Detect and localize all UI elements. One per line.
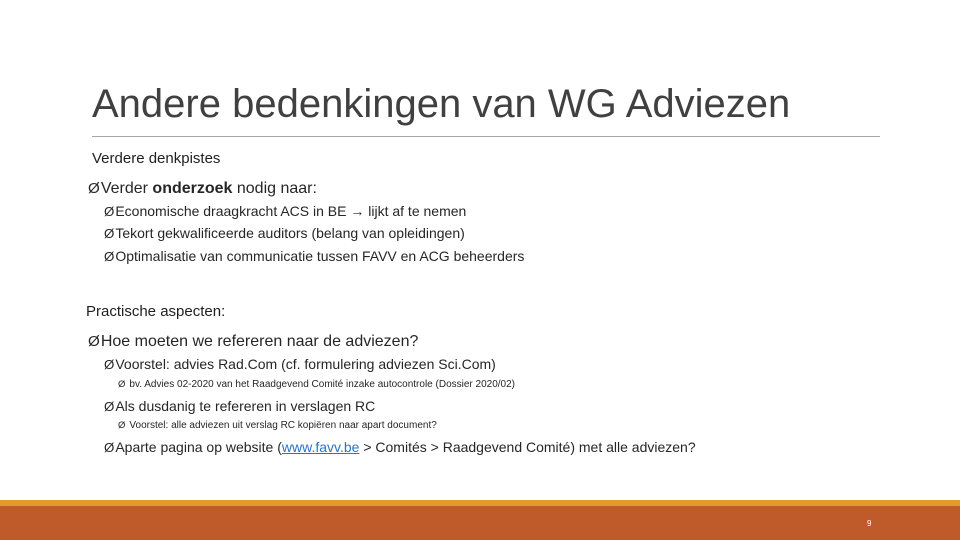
- proposal-item: [104, 356, 496, 372]
- separate-page-text-pre: Aparte pagina op website (: [115, 439, 282, 455]
- bullet-arrow-icon: Ø: [104, 399, 115, 414]
- bullet-arrow-icon: Ø: [104, 226, 115, 241]
- bullet-arrow-icon: Ø: [88, 180, 100, 197]
- bullet-research-text-pre: Verder: [100, 180, 153, 197]
- bullet-research-keyword: onderzoek: [152, 180, 233, 197]
- proposal-example-text: bv. Advies 02-2020 van het Raadgevend Comité inzake autocontrole (Dossier 2020/02): [129, 379, 515, 390]
- research-item-economy: [104, 203, 466, 219]
- slide-title: Andere bedenkingen van WG Adviezen: [92, 82, 791, 126]
- bullet-arrow-icon: Ø: [104, 440, 115, 455]
- refer-reports-text: Als dusdanig te refereren in verslagen RC: [115, 398, 376, 414]
- separate-page-item: [104, 439, 696, 455]
- right-arrow-icon: →: [350, 203, 365, 219]
- proposal-example: [118, 379, 515, 390]
- research-item-economy-text: Economische draagkracht ACS in BE: [115, 203, 351, 219]
- bullet-arrow-icon: Ø: [104, 357, 115, 372]
- refer-reports-sub: [118, 420, 437, 431]
- footer-bar: [0, 506, 960, 540]
- title-divider: [92, 136, 880, 137]
- bullet-refer-text: Hoe moeten we refereren naar de adviezen?: [100, 333, 419, 350]
- research-item-communication-text: Optimalisatie van communicatie tussen FAVV en ACG beheerders: [115, 248, 525, 264]
- bullet-arrow-icon: Ø: [104, 204, 115, 219]
- section-heading-denkpistes: Verdere denkpistes: [92, 150, 221, 167]
- bullet-arrow-icon: Ø: [88, 333, 100, 350]
- research-item-auditors: [104, 225, 465, 241]
- page-number: 9: [867, 519, 872, 528]
- separate-page-text-post: > Comités > Raadgevend Comité) met alle adviezen?: [359, 439, 696, 455]
- bullet-research-text-post: nodig naar:: [232, 180, 317, 197]
- research-item-auditors-text: Tekort gekwalificeerde auditors (belang van opleidingen): [115, 225, 465, 241]
- bullet-arrow-icon: Ø: [104, 249, 115, 264]
- refer-reports-sub-text: Voorstel: alle adviezen uit verslag RC kopiëren naar apart document?: [129, 420, 437, 431]
- bullet-refer: [88, 333, 418, 351]
- bullet-research: [88, 180, 317, 198]
- refer-reports-item: [104, 398, 375, 414]
- research-item-communication: [104, 248, 524, 264]
- bullet-arrow-icon: Ø: [118, 420, 126, 431]
- section-heading-practische: Practische aspecten:: [86, 303, 226, 320]
- bullet-arrow-icon: Ø: [118, 379, 126, 390]
- research-item-economy-result: lijkt af te nemen: [364, 203, 467, 219]
- favv-website-link[interactable]: www.favv.be: [281, 439, 360, 455]
- proposal-text: Voorstel: advies Rad.Com (cf. formulering adviezen Sci.Com): [115, 356, 496, 372]
